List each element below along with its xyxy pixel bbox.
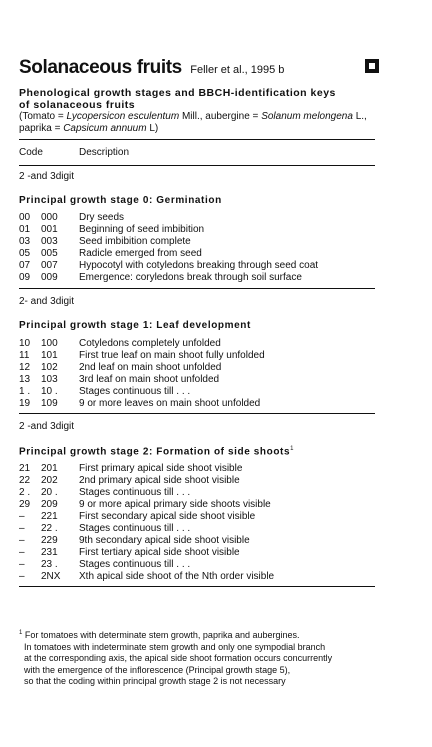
divider (19, 288, 375, 289)
stage-description: 9 or more leaves on main shoot unfolded (79, 398, 261, 409)
species-latin-name: Lycopersicon esculentum (66, 111, 180, 122)
square-marker-icon (365, 59, 379, 73)
table-row (19, 350, 375, 362)
two-digit-code: – (19, 559, 25, 570)
table-row (19, 386, 375, 398)
two-digit-code: 09 (19, 272, 31, 283)
two-digit-code: 1 . (19, 386, 31, 397)
footnote-text: For tomatoes with determinate stem growth, paprika and aubergines. (24, 630, 300, 640)
divider (19, 165, 375, 166)
stage-description: Seed imbibition complete (79, 236, 191, 247)
species-text: L., (352, 111, 367, 122)
stage-description: Emergence: coryledons break through soil surface (79, 272, 302, 283)
footnote-line: so that the coding within principal growth stage 2 is not necessary (24, 676, 286, 686)
stage-description: Stages continuous till . . . (79, 523, 191, 534)
stage-description: First primary apical side shoot visible (79, 463, 243, 474)
stage-description: First secondary apical side shoot visible (79, 511, 256, 522)
three-digit-code: 001 (41, 224, 58, 235)
stage-description: Beginning of seed imbibition (79, 224, 205, 235)
species-text: paprika = (19, 123, 64, 134)
three-digit-code: 103 (41, 374, 58, 385)
two-digit-code: – (19, 511, 25, 522)
three-digit-code: 009 (41, 272, 58, 283)
table-row (19, 272, 375, 284)
three-digit-code: 109 (41, 398, 58, 409)
table-row (19, 487, 375, 499)
species-note (19, 111, 379, 135)
stage-description: Stages continuous till . . . (79, 386, 191, 397)
three-digit-code: 20 . (41, 487, 58, 498)
digit-note: 2 -and 3digit (19, 421, 75, 432)
table-row (19, 248, 375, 260)
species-line (19, 123, 379, 135)
two-digit-code: 19 (19, 398, 31, 409)
three-digit-code: 102 (41, 362, 58, 373)
table-row (19, 212, 375, 224)
table-row (19, 338, 375, 350)
three-digit-code: 231 (41, 547, 58, 558)
table-row (19, 523, 375, 535)
species-line (19, 111, 379, 123)
table-row (19, 535, 375, 547)
three-digit-code: 005 (41, 248, 58, 259)
divider (19, 586, 375, 587)
stage-description: 2nd leaf on main shoot unfolded (79, 362, 222, 373)
three-digit-code: 209 (41, 499, 58, 510)
table-row (19, 260, 375, 272)
two-digit-code: 29 (19, 499, 31, 510)
footnote-line (19, 628, 379, 642)
table-row (19, 547, 375, 559)
species-latin-name: Capsicum annuum (63, 123, 147, 134)
stage-description: Dry seeds (79, 212, 125, 223)
two-digit-code: – (19, 523, 25, 534)
species-text: L) (146, 123, 159, 134)
two-digit-code: – (19, 547, 25, 558)
table-row (19, 571, 375, 583)
footnote-line: with the emergence of the inflorescence (Principal growth stage 5), (24, 664, 291, 675)
table-row (19, 224, 375, 236)
two-digit-code: 05 (19, 248, 31, 259)
two-digit-code: 00 (19, 212, 31, 223)
three-digit-code: 221 (41, 511, 58, 522)
three-digit-code: 007 (41, 260, 58, 271)
subtitle (19, 87, 375, 111)
two-digit-code: – (19, 571, 25, 582)
stage-description: Stages continuous till . . . (79, 559, 191, 570)
stage-description: Hypocotyl with cotyledons breaking through seed coat (79, 260, 319, 271)
table-row (19, 499, 375, 511)
description-column-header: Description (79, 147, 130, 158)
code-column-header: Code (19, 147, 43, 158)
author-citation: Feller et al., 1995 b (190, 64, 285, 76)
stage-heading (19, 446, 294, 457)
three-digit-code: 2NX (41, 571, 61, 582)
stage-heading-text: Principal growth stage 2: Formation of side shoots (19, 446, 291, 458)
digit-note: 2- and 3digit (19, 296, 75, 307)
table-row (19, 362, 375, 374)
stage-description: Stages continuous till . . . (79, 487, 191, 498)
two-digit-code: 22 (19, 475, 31, 486)
footnote (19, 628, 379, 688)
stage-0-rows (19, 212, 375, 284)
stage-2-rows (19, 463, 375, 583)
three-digit-code: 000 (41, 212, 58, 223)
stage-1-rows (19, 338, 375, 410)
stage-heading: Principal growth stage 1: Leaf development (19, 320, 251, 331)
divider (19, 413, 375, 414)
subtitle-line: of solanaceous fruits (19, 99, 136, 111)
subtitle-line: Phenological growth stages and BBCH-identification keys (19, 87, 336, 99)
stage-description: 9th secondary apical side shoot visible (79, 535, 250, 546)
title-row (19, 57, 375, 79)
table-row (19, 374, 375, 386)
three-digit-code: 22 . (41, 523, 58, 534)
two-digit-code: 10 (19, 338, 31, 349)
table-row (19, 559, 375, 571)
stage-description: 9 or more apical primary side shoots visible (79, 499, 271, 510)
two-digit-code: 07 (19, 260, 31, 271)
stage-description: First true leaf on main shoot fully unfolded (79, 350, 265, 361)
stage-description: Radicle emerged from seed (79, 248, 202, 259)
species-text: Mill., aubergine = (179, 111, 262, 122)
two-digit-code: – (19, 535, 25, 546)
stage-description: 3rd leaf on main shoot unfolded (79, 374, 220, 385)
footnote-line: In tomatoes with indeterminate stem growth and only one sympodial branch (24, 641, 326, 652)
species-text: (Tomato = (19, 111, 67, 122)
two-digit-code: 13 (19, 374, 31, 385)
stage-description: Cotyledons completely unfolded (79, 338, 221, 349)
two-digit-code: 21 (19, 463, 31, 474)
stage-description: 2nd primary apical side shoot visible (79, 475, 240, 486)
table-row (19, 398, 375, 410)
table-row (19, 236, 375, 248)
two-digit-code: 11 (19, 350, 30, 361)
species-latin-name: Solanum melongena (261, 111, 353, 122)
three-digit-code: 003 (41, 236, 58, 247)
footnote-reference: 1 (290, 446, 295, 452)
footnote-marker: 1 (19, 630, 23, 636)
three-digit-code: 100 (41, 338, 58, 349)
footnote-line: at the corresponding axis, the apical side shoot formation occurs concurrently (24, 653, 333, 663)
two-digit-code: 01 (19, 224, 31, 235)
two-digit-code: 2 . (19, 487, 31, 498)
page-title: Solanaceous fruits (19, 57, 182, 78)
table-row (19, 463, 375, 475)
table-row (19, 475, 375, 487)
three-digit-code: 23 . (41, 559, 58, 570)
stage-description: Xth apical side shoot of the Nth order visible (79, 571, 275, 582)
two-digit-code: 03 (19, 236, 31, 247)
three-digit-code: 10 . (41, 386, 58, 397)
three-digit-code: 101 (41, 350, 58, 361)
three-digit-code: 201 (41, 463, 58, 474)
table-row (19, 511, 375, 523)
stage-heading: Principal growth stage 0: Germination (19, 195, 222, 206)
stage-description: First tertiary apical side shoot visible (79, 547, 240, 558)
two-digit-code: 12 (19, 362, 31, 373)
divider (19, 139, 375, 140)
digit-note: 2 -and 3digit (19, 171, 75, 182)
three-digit-code: 202 (41, 475, 58, 486)
three-digit-code: 229 (41, 535, 58, 546)
